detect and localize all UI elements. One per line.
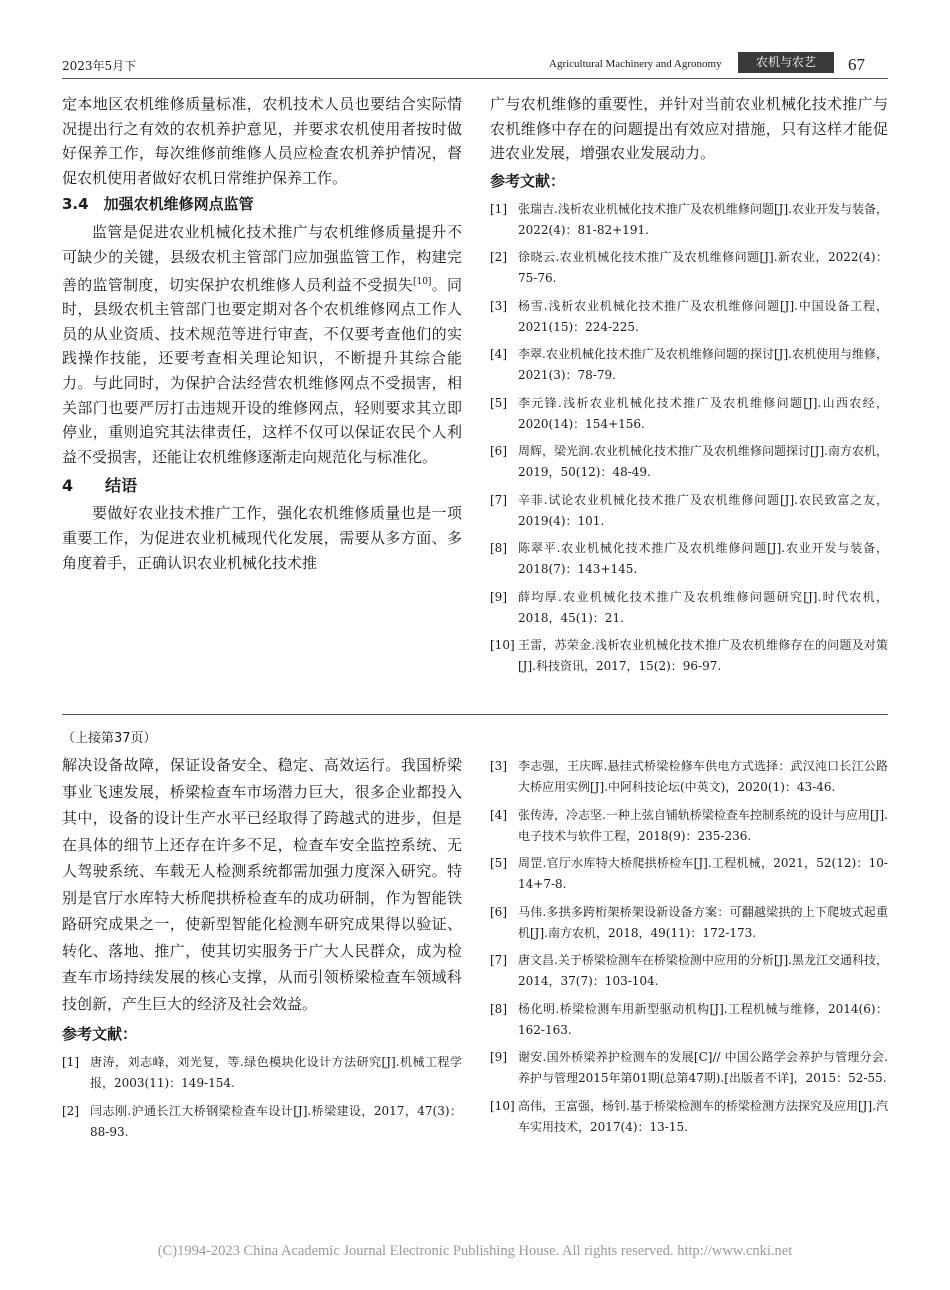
reference-item bbox=[490, 1096, 888, 1138]
issue-date: 2023年5月下 bbox=[62, 59, 137, 73]
journal-title-en: Agricultural Machinery and Agronomy bbox=[549, 58, 722, 70]
reference-text: 李元锋.浅析农业机械化技术推广及农机维修问题[J].山西农经，2020(14)：154+156. bbox=[518, 395, 888, 431]
reference-text: 唐文昌.关于桥梁检测车在桥梁检测中应用的分析[J].黑龙江交通科技，2014，37(7)：103-104. bbox=[518, 953, 888, 988]
reference-item bbox=[490, 756, 888, 798]
reference-number: [7] bbox=[490, 492, 507, 507]
reference-item bbox=[490, 902, 888, 944]
paragraph: 要做好农业技术推广工作，强化农机维修质量也是一项重要工作，为促进农业机械现代化发展，需要从多方面、多角度着手，正确认识农业机械化技术推 bbox=[62, 504, 462, 572]
journal-title-cn: 农机与农艺 bbox=[738, 52, 834, 73]
reference-text: 高伟，王富强，杨钊.基于桥梁检测车的桥梁检测方法探究及应用[J].汽车实用技术，2017(4)：13-15. bbox=[518, 1098, 888, 1134]
header-rule bbox=[62, 78, 888, 79]
reference-item bbox=[490, 1047, 888, 1089]
reference-number: [4] bbox=[490, 347, 507, 362]
reference-number: [3] bbox=[490, 298, 507, 313]
reference-text: 周辉，梁光润.农业机械化技术推广及农机维修问题探讨[J].南方农机，2019，50(12)：48-49. bbox=[518, 444, 888, 480]
reference-list bbox=[490, 756, 888, 1138]
reference-number: [1] bbox=[62, 1055, 79, 1069]
reference-item bbox=[490, 247, 888, 289]
reference-item bbox=[490, 441, 888, 483]
section-heading-4: 4 结语 bbox=[62, 476, 138, 496]
reference-text: 杨雪.浅析农业机械化技术推广及农机维修问题[J].中国设备工程，2021(15)：224-225. bbox=[518, 298, 888, 334]
reference-item bbox=[62, 1052, 462, 1094]
reference-text: 唐涛，刘志峰，刘光复，等.绿色模块化设计方法研究[J].机械工程学报，2003(11)：149-154. bbox=[90, 1055, 462, 1090]
top-left-column bbox=[62, 92, 462, 575]
continuation-note: （上接第37页） bbox=[62, 731, 157, 746]
reference-text: 薛均厚.农业机械化技术推广及农机维修问题研究[J].时代农机，2018，45(1)：21. bbox=[518, 589, 888, 625]
reference-text: 王雷，苏荣金.浅析农业机械化技术推广及农机维修存在的问题及对策[J].科技资讯，2017，15(2)：96-97. bbox=[518, 638, 888, 674]
reference-item bbox=[490, 344, 888, 386]
reference-item bbox=[490, 490, 888, 532]
reference-item bbox=[490, 538, 888, 580]
reference-text: 杨化明.桥梁检测车用新型驱动机构[J].工程机械与维修，2014(6)：162-163. bbox=[518, 1001, 888, 1037]
reference-item bbox=[490, 950, 888, 992]
reference-text: 周罡.官厅水库特大桥爬拱桥检车[J].工程机械，2021，52(12)：10-14+7-8. bbox=[518, 856, 888, 891]
bottom-right-column bbox=[490, 756, 888, 1144]
reference-number: [5] bbox=[490, 395, 507, 410]
reference-text: 马伟.多拱多跨桁架桥架设新设备方案：可翻越梁拱的上下爬坡式起重机[J].南方农机，2018，49(11)：172-173. bbox=[518, 904, 888, 940]
reference-number: [4] bbox=[490, 807, 507, 822]
reference-item bbox=[62, 1101, 462, 1143]
reference-text: 李翠.农业机械化技术推广及农机维修问题的探讨[J].农机使用与维修，2021(3)：78-79. bbox=[518, 347, 888, 383]
reference-number: [6] bbox=[490, 444, 507, 459]
section-heading-3-4: 3.4 加强农机维修网点监管 bbox=[62, 195, 254, 214]
paragraph: 定本地区农机维修质量标准，农机技术人员也要结合实际情况提出行之有效的农机养护意见，并要求农机使用者按时做好保养工作，每次维修前维修人员应检查农机养护情况，督促农机使用者做好农机日常维护保养工作。 bbox=[62, 95, 462, 187]
references-title: 参考文献： bbox=[62, 1025, 138, 1043]
reference-list bbox=[490, 199, 888, 678]
reference-number: [10] bbox=[490, 1098, 515, 1113]
citation: [10] bbox=[412, 276, 432, 287]
reference-number: [3] bbox=[490, 759, 507, 773]
reference-text: 陈翠平.农业机械化技术推广及农机维修问题[J].农业开发与装备，2018(7)：143+145. bbox=[518, 541, 888, 577]
reference-number: [8] bbox=[490, 1001, 507, 1016]
reference-text: 张瑞吉.浅析农业机械化技术推广及农机维修问题[J].农业开发与装备，2022(4)：81-82+191. bbox=[518, 201, 888, 237]
paragraph: 广与农机维修的重要性，并针对当前农业机械化技术推广与农机维修中存在的问题提出有效应对措施，只有这样才能促进农业发展，增强农业发展动力。 bbox=[490, 95, 888, 163]
reference-number: [1] bbox=[490, 201, 507, 216]
copyright-footer: (C)1994-2023 China Academic Journal Electronic Publishing House. All rights reserved. http://www.cnki.net bbox=[157, 1243, 793, 1259]
reference-item bbox=[490, 296, 888, 338]
reference-number: [9] bbox=[490, 1050, 507, 1064]
bottom-left-column bbox=[62, 752, 462, 1149]
reference-number: [2] bbox=[490, 250, 507, 265]
reference-number: [7] bbox=[490, 953, 507, 967]
page-number: 67 bbox=[848, 55, 865, 74]
reference-number: [6] bbox=[490, 904, 507, 919]
reference-item bbox=[490, 199, 888, 241]
reference-item bbox=[490, 635, 888, 677]
reference-item bbox=[490, 805, 888, 847]
reference-number: [10] bbox=[490, 638, 515, 653]
reference-list bbox=[62, 1052, 462, 1143]
reference-number: [8] bbox=[490, 541, 507, 556]
reference-item bbox=[490, 393, 888, 435]
reference-number: [5] bbox=[490, 856, 507, 870]
reference-item bbox=[490, 587, 888, 629]
reference-item bbox=[490, 999, 888, 1041]
reference-text: 徐晓云.农业机械化技术推广及农机维修问题[J].新农业，2022(4)：75-76. bbox=[518, 250, 888, 286]
reference-text: 张传涛，冷志坚.一种上弦自铺轨桥梁检查车控制系统的设计与应用[J].电子技术与软件工程，2018(9)：235-236. bbox=[518, 807, 888, 843]
reference-text: 闫志刚.沪通长江大桥钢梁检查车设计[J].桥梁建设，2017，47(3)：88-93. bbox=[90, 1103, 462, 1139]
top-right-column bbox=[490, 92, 888, 684]
reference-text: 谢安.国外桥梁养护检测车的发展[C]// 中国公路学会养护与管理分会.养护与管理2015年第01期(总第47期).[出版者不详]，2015：52-55. bbox=[518, 1050, 888, 1085]
section-divider bbox=[62, 714, 888, 715]
references-title: 参考文献： bbox=[490, 171, 566, 190]
reference-text: 李志强，王庆晖.悬挂式桥梁检修车供电方式选择：武汉沌口长江公路大桥应用实例[J].中阿科技论坛(中英文)，2020(1)：43-46. bbox=[518, 759, 888, 794]
paragraph: 解决设备故障，保证设备安全、稳定、高效运行。我国桥梁事业飞速发展，桥梁检查车市场潜力巨大，很多企业都投入其中，设备的设计生产水平已经取得了跨越式的进步，但是在具体的细节上还存在许多不足，检查车安全监控系统、无人驾驶系统、车载无人检测系统都需加强力度深入研究。特别是官厅水库特大桥爬拱桥检查车的成功研制，作为智能铁路研究成果之一，使新型智能化检测车研究成果得以验证、转化、落地、推广，使其切实服务于广大人民群众，成为检查车市场持续发展的核心支撑，从而引领桥梁检查车领域科技创新，产生巨大的经济及社会效益。 bbox=[62, 756, 462, 1013]
reference-number: [9] bbox=[490, 589, 507, 604]
reference-text: 辛菲.试论农业机械化技术推广及农机维修问题[J].农民致富之友，2019(4)：101. bbox=[518, 492, 888, 528]
reference-item bbox=[490, 853, 888, 895]
reference-number: [2] bbox=[62, 1103, 79, 1118]
paragraph: 监管是促进农业机械化技术推广与农机维修质量提升不可缺少的关键，县级农机主管部门应加强监管工作，构建完善的监管制度，切实保护农机维修人员利益不受损失[10]。同时，县级农机主管部门也要定期对各个农机维修网点工作人员的从业资质、技术规范等进行审查，不仅要考查他们的实践操作技能，还要考查相关理论知识，不断提升其综合能力。与此同时，为保护合法经营农机维修网点不受损害，相关部门也要严厉打击违规开设的维修网点，轻则要求其立即停业，重则追究其法律责任，这样不仅可以保证农民个人利益不受损害，还能让农机维修逐渐走向规范化与标准化。 bbox=[62, 223, 462, 466]
